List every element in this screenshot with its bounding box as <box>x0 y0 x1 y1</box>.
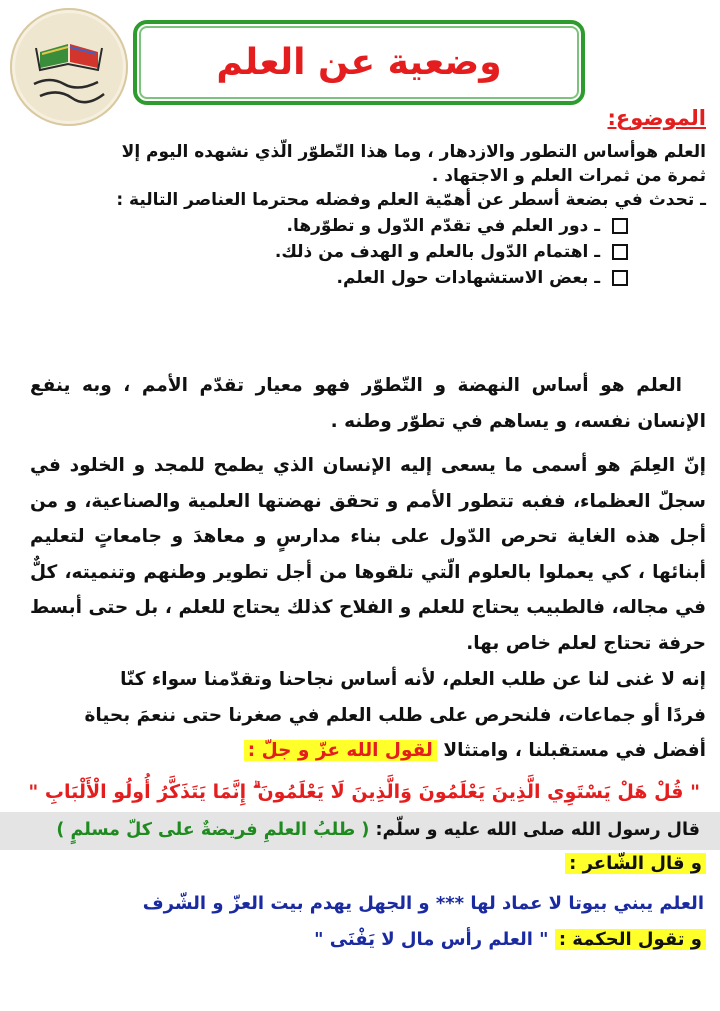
paragraph-line <box>30 733 706 769</box>
paragraph-intro <box>30 368 706 439</box>
paragraph-text: إنّ العِلمَ هو أسمى ما يسعى إليه الإنسان الذي يطمح للمجد و الخلود في سجلّ العظماء، ففبه تتطور الأمم و تحقق نهضتها العلمية والصناعية، و من أجل هذه الغاية تحرص الدّول على بناء مدارسٍ و معاهدَ و جامعاتٍ لتعليم أبنائها ، كي يعملوا بالعلوم الّتي تلقوها من أجل تطوير وطنهم وتنميته، كلٌّ في مجاله، فالطبيب يحتاج للعلم و الفلاح كذلك يحتاج للعلم ، بل حتى أبسط حرفة تحتاج لعلم خاص بها. <box>30 455 706 654</box>
document-title: وضعية عن العلم <box>216 42 502 83</box>
checkbox-icon <box>612 270 628 286</box>
poet-label: و قال الشّاعر : <box>565 853 706 874</box>
wisdom-text: " العلم رأس مال لا يَفْنَى " <box>314 929 549 950</box>
intro-line-2: ثمرة من ثمرات العلم و الاجتهاد . <box>431 166 706 186</box>
hadith-line <box>56 818 700 842</box>
task-instruction: ـ تحدث في بضعة أسطر عن أهمّية العلم وفضله محترما العناصر التالية : <box>116 190 706 210</box>
book-logo-icon <box>10 8 128 126</box>
topic-label: الموضوع: <box>607 106 706 130</box>
list-item <box>275 240 628 264</box>
paragraph-text: العلم هو أساس النهضة و التّطوّر فهو معيار تقدّم الأمم ، وبه ينفع الإنسان نفسه، و يساهم في تطوّر وطنه . <box>30 375 706 432</box>
hadith-text: ( طلبُ العلمِ فريضةٌ على كلّ مسلمٍ ) <box>56 820 370 840</box>
list-item-text: ـ دور العلم في تقدّم الدّول و تطوّرها. <box>286 216 601 236</box>
author-logo <box>10 8 128 126</box>
paragraph-line: فردًا أو جماعات، فلنحرص على طلب العلم في صغرنا حتى ننعمَ بحياة <box>84 704 706 726</box>
title-frame <box>133 20 585 105</box>
wisdom-label: و تقول الحكمة : <box>555 929 706 950</box>
list-item <box>337 266 628 290</box>
paragraph-body <box>30 448 706 661</box>
wisdom-line <box>314 928 706 952</box>
checkbox-icon <box>612 244 628 260</box>
poem-verse: العلم يبني بيوتا لا عماد لها *** و الجهل يهدم بيت العزّ و الشّرف <box>142 893 704 914</box>
hadith-intro: قال رسول الله صلى الله عليه و سلّم: <box>375 820 700 840</box>
quran-verse: " قُلْ هَلْ يَسْتَوِي الَّذِينَ يَعْلَمُونَ وَالَّذِينَ لَا يَعْلَمُونَ ۗ إِنَّمَا يَتَذَكَّرُ أُولُو الْأَلْبَابِ " <box>28 781 700 803</box>
poet-label-line <box>565 852 706 876</box>
paragraph-conclusion <box>30 662 706 769</box>
paragraph-line: إنه لا غنى لنا عن طلب العلم، لأنه أساس نجاحنا وتقدّمنا سواء كنّا <box>120 669 706 690</box>
list-item-text: ـ اهتمام الدّول بالعلم و الهدف من ذلك. <box>274 242 601 262</box>
list-item <box>287 214 628 238</box>
paragraph-text: أفضل في مستقبلنا ، وامتثالا <box>443 740 706 761</box>
list-item-text: ـ بعض الاستشهادات حول العلم. <box>336 268 601 288</box>
quote-intro-highlight: لقول الله عزّ و جلّ : <box>244 740 437 761</box>
intro-line-1: العلم هوأساس التطور والازدهار ، وما هذا التّطوّر الّذي نشهده اليوم إلا <box>121 142 706 162</box>
checkbox-icon <box>612 218 628 234</box>
